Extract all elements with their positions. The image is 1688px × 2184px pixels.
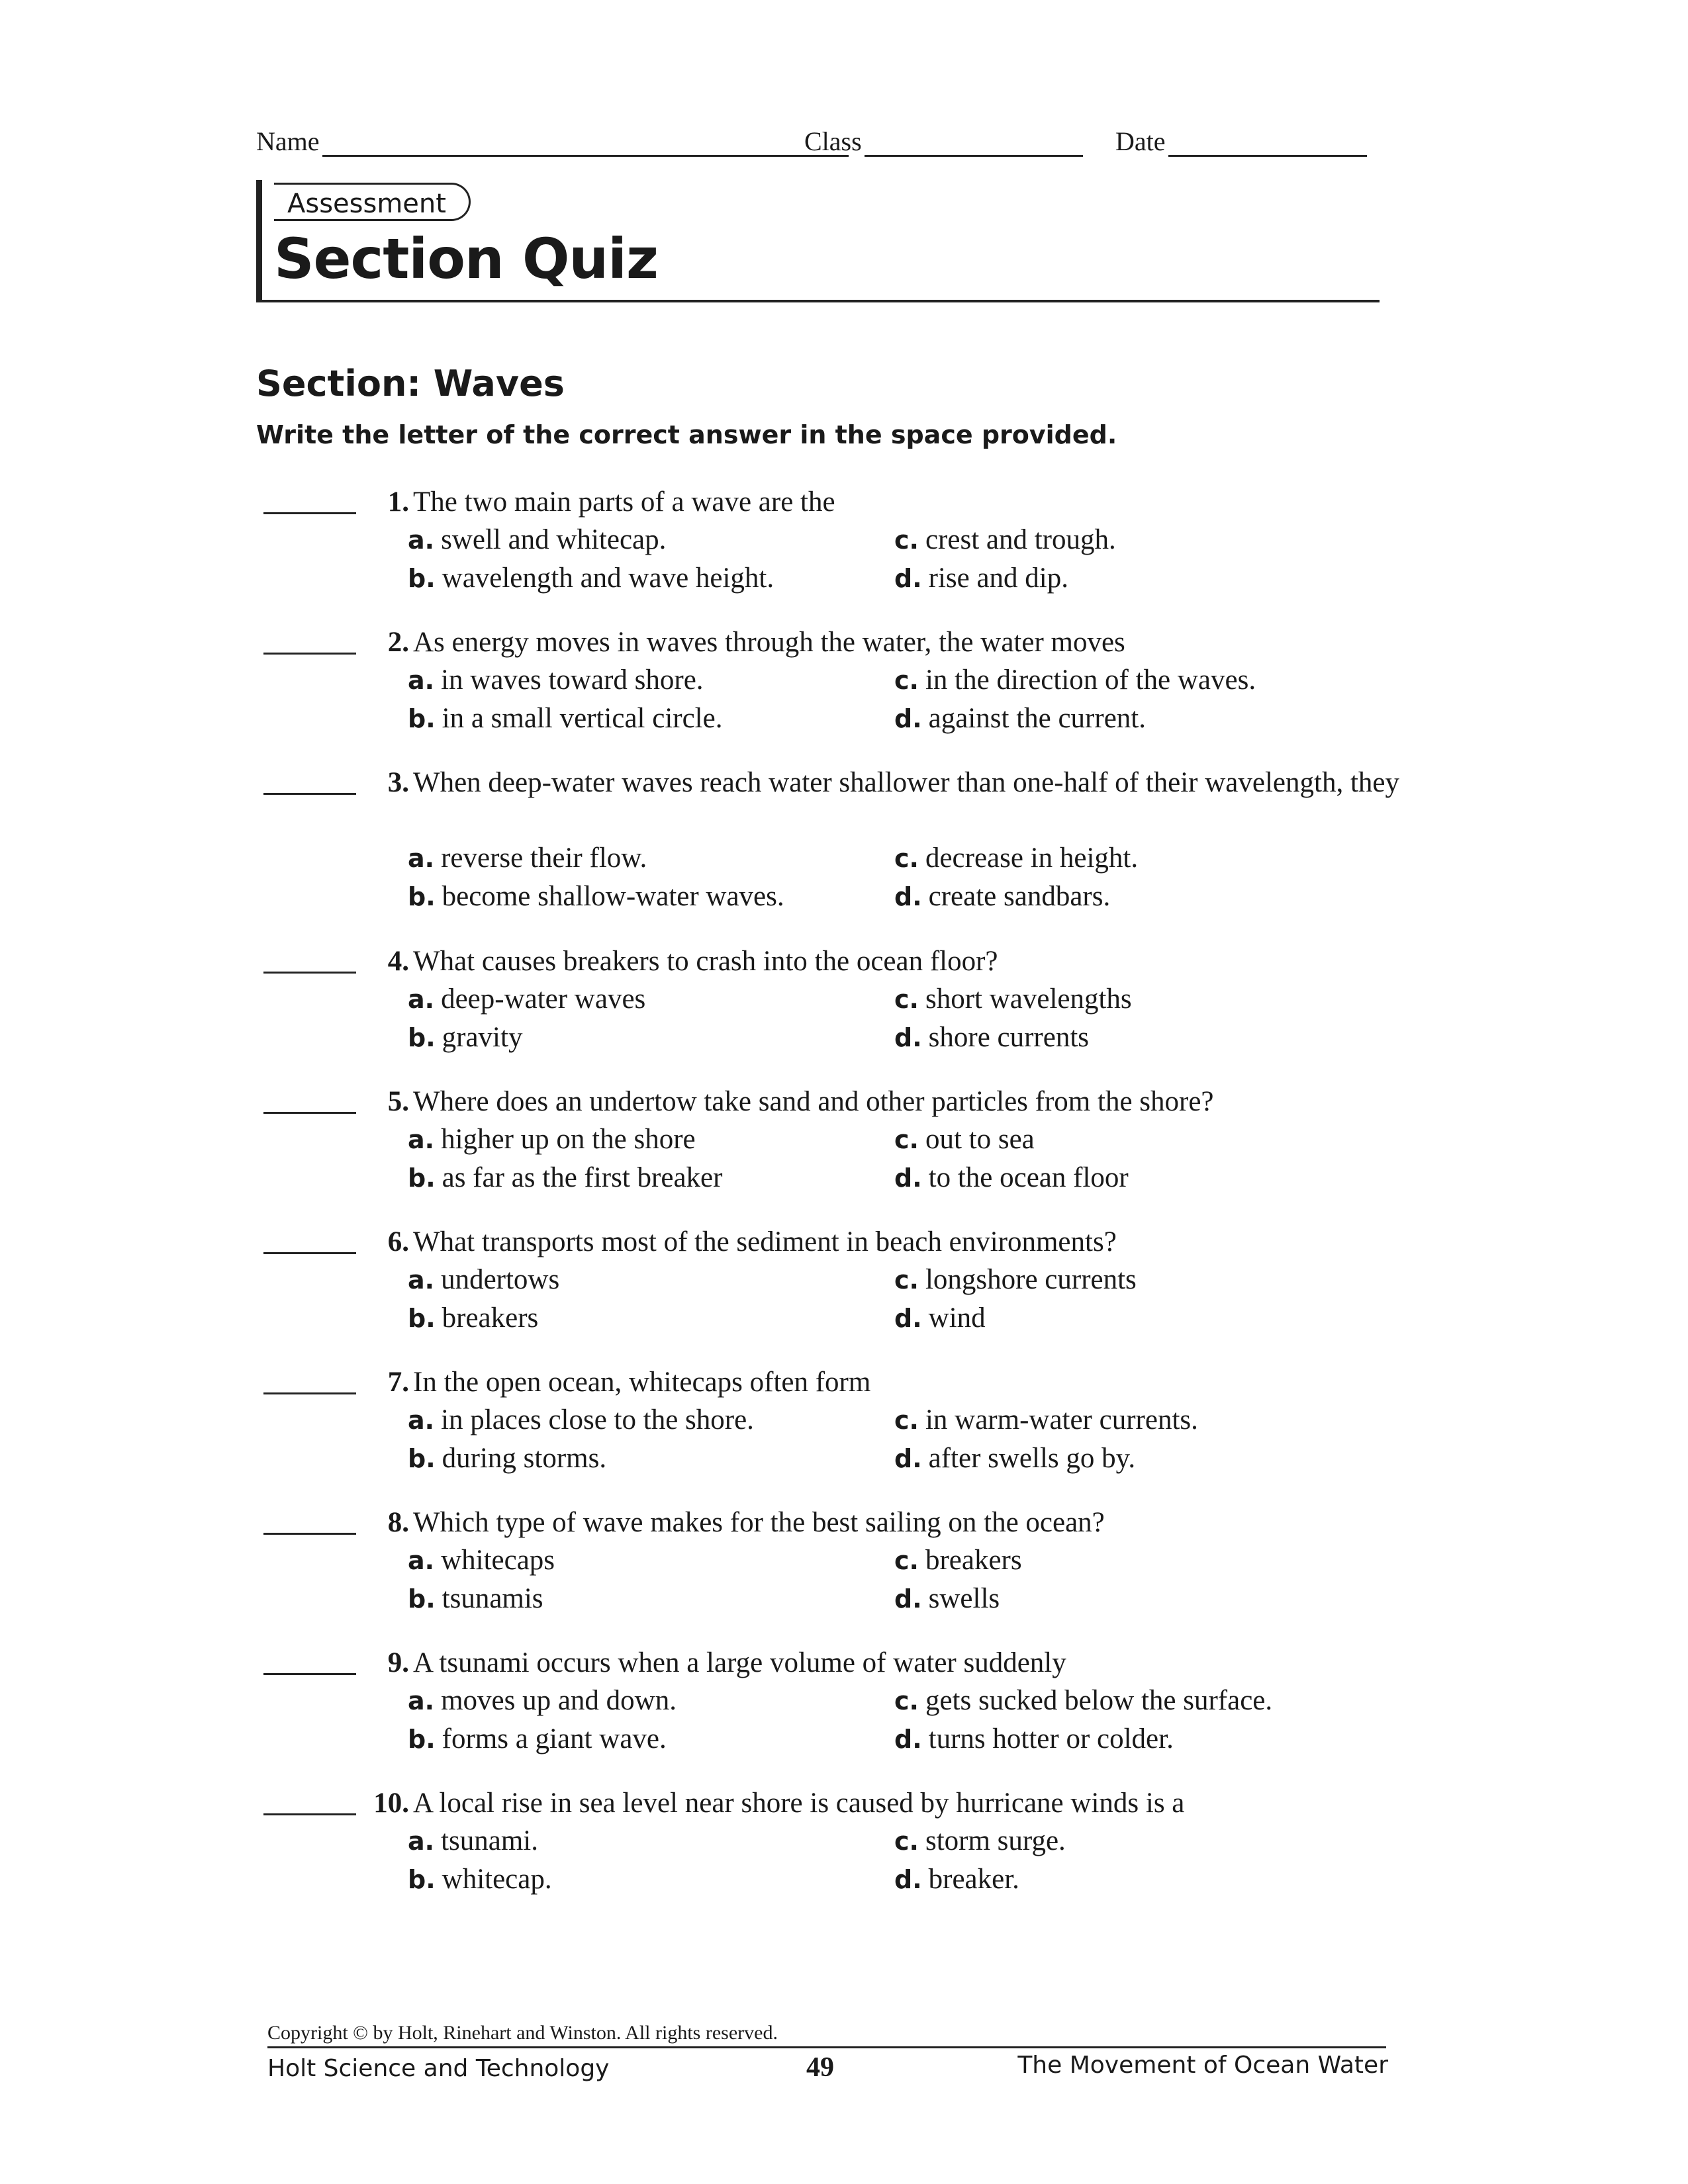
option-text: moves up and down. (441, 1685, 677, 1716)
option-letter: a. (408, 1827, 435, 1856)
option-letter: d. (894, 564, 922, 593)
answer-option (894, 1019, 1384, 1057)
question-stem: As energy moves in waves through the water, the water moves (413, 627, 1125, 658)
option-letter: d. (894, 1444, 922, 1473)
answer-option (408, 839, 894, 878)
option-text: storm surge. (925, 1825, 1066, 1856)
answer-option (408, 1261, 894, 1299)
option-letter: a. (408, 1406, 435, 1435)
option-letter: b. (408, 1163, 436, 1193)
answer-option (408, 1822, 894, 1860)
option-letter: a. (408, 1686, 435, 1715)
option-text: gravity (442, 1022, 523, 1053)
question-number: 6. (387, 1226, 409, 1257)
answer-option (894, 1580, 1384, 1618)
option-text: tsunamis (442, 1583, 543, 1614)
option-letter: c. (894, 1406, 919, 1435)
option-text: deep-water waves (441, 983, 646, 1015)
answer-option (894, 1860, 1384, 1899)
option-text: become shallow-water waves. (442, 881, 784, 912)
option-text: swell and whitecap. (441, 524, 667, 555)
question-number: 9. (387, 1647, 409, 1678)
option-letter: c. (894, 1546, 919, 1575)
option-letter: d. (894, 1023, 922, 1052)
option-letter: b. (408, 1584, 436, 1614)
answer-option (894, 1299, 1384, 1338)
answer-option (894, 980, 1384, 1019)
option-letter: a. (408, 1265, 435, 1295)
option-letter: c. (894, 1827, 919, 1856)
option-text: whitecap. (442, 1864, 552, 1895)
title-block (256, 180, 1380, 302)
option-letter: c. (894, 1686, 919, 1715)
option-text: in warm-water currents. (925, 1404, 1198, 1435)
option-text: in places close to the shore. (441, 1404, 754, 1435)
option-text: breakers (925, 1545, 1022, 1576)
question-item (263, 1083, 1402, 1223)
option-letter: b. (408, 1444, 436, 1473)
option-text: against the current. (928, 703, 1146, 734)
option-letter: c. (894, 1265, 919, 1295)
option-letter: c. (894, 1125, 919, 1154)
class-label: Class (804, 126, 862, 156)
date-label: Date (1115, 126, 1166, 156)
option-letter: a. (408, 666, 435, 695)
answer-option (408, 1401, 894, 1439)
option-text: breaker. (928, 1864, 1019, 1895)
answer-option (894, 661, 1384, 700)
answer-blank[interactable] (263, 1392, 356, 1394)
question-number: 1. (387, 486, 409, 518)
option-letter: a. (408, 985, 435, 1014)
question-stem: Where does an undertow take sand and other particles from the shore? (413, 1086, 1214, 1117)
answer-option (408, 1541, 894, 1580)
name-line[interactable] (322, 155, 849, 157)
date-field[interactable] (1115, 126, 1367, 157)
option-letter: b. (408, 1865, 436, 1894)
answer-options (408, 1822, 1384, 1899)
footer-chapter-title: The Movement of Ocean Water (1017, 2052, 1388, 2079)
assessment-tag: Assessment (274, 183, 471, 221)
answer-options (408, 980, 1384, 1057)
option-text: undertows (441, 1264, 560, 1295)
question-item (263, 1644, 1402, 1784)
question-stem: When deep-water waves reach water shallower than one-half of their wavelength, they (413, 767, 1399, 798)
answer-option (894, 1541, 1384, 1580)
option-text: crest and trough. (925, 524, 1116, 555)
option-letter: d. (894, 1725, 922, 1754)
answer-option (894, 559, 1384, 598)
question-stem: A tsunami occurs when a large volume of water suddenly (413, 1647, 1066, 1678)
option-text: shore currents (928, 1022, 1090, 1053)
question-number: 8. (387, 1507, 409, 1538)
answer-option (408, 1860, 894, 1899)
answer-option (408, 1720, 894, 1758)
option-letter: b. (408, 1304, 436, 1333)
option-text: after swells go by. (928, 1443, 1136, 1474)
option-text: rise and dip. (928, 563, 1069, 594)
answer-option (894, 839, 1384, 878)
date-line[interactable] (1168, 155, 1367, 157)
option-letter: c. (894, 844, 919, 873)
answer-blank[interactable] (263, 1533, 356, 1535)
option-text: breakers (442, 1302, 539, 1334)
question-number: 7. (387, 1367, 409, 1398)
question-stem: A local rise in sea level near shore is caused by hurricane winds is a (413, 1788, 1185, 1819)
name-label: Name (256, 126, 320, 156)
option-letter: b. (408, 1725, 436, 1754)
answer-options (408, 1541, 1384, 1618)
option-letter: c. (894, 985, 919, 1014)
option-text: during storms. (442, 1443, 607, 1474)
answer-option (408, 700, 894, 738)
answer-option (894, 1720, 1384, 1758)
question-stem: What causes breakers to crash into the ocean floor? (413, 946, 998, 977)
option-letter: b. (408, 1023, 436, 1052)
option-text: gets sucked below the surface. (925, 1685, 1273, 1716)
option-text: in the direction of the waves. (925, 664, 1256, 696)
answer-blank[interactable] (263, 512, 356, 514)
question-item (263, 764, 1402, 942)
name-field[interactable] (256, 126, 849, 157)
option-text: reverse their flow. (441, 842, 647, 874)
answer-blank[interactable] (263, 1252, 356, 1254)
question-item (263, 942, 1402, 1083)
answer-blank[interactable] (263, 972, 356, 974)
question-number: 4. (387, 946, 409, 977)
question-stem: In the open ocean, whitecaps often form (413, 1367, 871, 1398)
question-list (263, 483, 1402, 1925)
answer-option (408, 1159, 894, 1197)
question-stem: The two main parts of a wave are the (413, 486, 835, 518)
answer-option (408, 1299, 894, 1338)
answer-option (894, 1401, 1384, 1439)
option-letter: b. (408, 882, 436, 911)
option-letter: d. (894, 704, 922, 733)
option-text: whitecaps (441, 1545, 555, 1576)
answer-blank[interactable] (263, 1112, 356, 1114)
answer-blank[interactable] (263, 1673, 356, 1675)
question-item (263, 1223, 1402, 1363)
question-item (263, 1363, 1402, 1504)
answer-blank[interactable] (263, 793, 356, 795)
answer-option (408, 1120, 894, 1159)
answer-options (408, 1261, 1384, 1338)
answer-options (408, 521, 1384, 598)
option-letter: d. (894, 882, 922, 911)
option-text: wavelength and wave height. (442, 563, 774, 594)
option-text: longshore currents (925, 1264, 1137, 1295)
answer-option (894, 1159, 1384, 1197)
option-text: short wavelengths (925, 983, 1132, 1015)
option-text: in a small vertical circle. (442, 703, 723, 734)
option-letter: a. (408, 1546, 435, 1575)
question-stem: What transports most of the sediment in beach environments? (413, 1226, 1117, 1257)
answer-option (894, 700, 1384, 738)
option-text: tsunami. (441, 1825, 538, 1856)
answer-option (894, 521, 1384, 559)
option-letter: a. (408, 525, 435, 555)
option-text: as far as the first breaker (442, 1162, 723, 1193)
answer-blank[interactable] (263, 653, 356, 655)
page-number: 49 (806, 2052, 834, 2083)
answer-option (894, 1261, 1384, 1299)
footer-divider (267, 2046, 1386, 2048)
answer-option (894, 1822, 1384, 1860)
option-text: higher up on the shore (441, 1124, 696, 1155)
option-letter: d. (894, 1865, 922, 1894)
option-letter: d. (894, 1304, 922, 1333)
option-letter: b. (408, 564, 436, 593)
answer-option (408, 1439, 894, 1478)
question-number: 10. (373, 1788, 409, 1819)
option-text: create sandbars. (928, 881, 1111, 912)
answer-option (408, 1019, 894, 1057)
answer-option (894, 878, 1384, 916)
footer-book-title: Holt Science and Technology (267, 2055, 610, 2082)
answer-options (408, 1120, 1384, 1197)
section-heading: Section: Waves (256, 363, 565, 404)
answer-options (408, 661, 1384, 738)
option-letter: c. (894, 666, 919, 695)
answer-option (408, 521, 894, 559)
page-title: Section Quiz (274, 226, 658, 291)
question-item (263, 623, 1402, 764)
option-letter: a. (408, 844, 435, 873)
answer-option (894, 1682, 1384, 1720)
answer-option (408, 1682, 894, 1720)
answer-option (408, 878, 894, 916)
question-item (263, 483, 1402, 623)
question-item (263, 1784, 1402, 1925)
answer-option (408, 980, 894, 1019)
instructions: Write the letter of the correct answer in the space provided. (256, 420, 1117, 449)
option-text: forms a giant wave. (442, 1723, 667, 1754)
answer-options (408, 1682, 1384, 1758)
question-number: 2. (387, 627, 409, 658)
option-letter: c. (894, 525, 919, 555)
question-number: 5. (387, 1086, 409, 1117)
option-text: in waves toward shore. (441, 664, 704, 696)
option-letter: d. (894, 1163, 922, 1193)
option-letter: a. (408, 1125, 435, 1154)
answer-option (408, 1580, 894, 1618)
option-text: out to sea (925, 1124, 1035, 1155)
option-text: turns hotter or colder. (928, 1723, 1174, 1754)
option-letter: d. (894, 1584, 922, 1614)
answer-option (894, 1120, 1384, 1159)
question-number: 3. (387, 767, 409, 798)
option-text: decrease in height. (925, 842, 1139, 874)
question-item (263, 1504, 1402, 1644)
question-stem: Which type of wave makes for the best sailing on the ocean? (413, 1507, 1105, 1538)
answer-option (408, 661, 894, 700)
option-text: swells (928, 1583, 1000, 1614)
answer-option (408, 559, 894, 598)
class-line[interactable] (865, 155, 1083, 157)
option-letter: b. (408, 704, 436, 733)
class-field[interactable] (804, 126, 1083, 157)
copyright: Copyright © by Holt, Rinehart and Winston. All rights reserved. (267, 2022, 778, 2044)
answer-options (408, 839, 1384, 916)
answer-option (894, 1439, 1384, 1478)
answer-blank[interactable] (263, 1813, 356, 1815)
option-text: wind (928, 1302, 986, 1334)
answer-options (408, 1401, 1384, 1478)
option-text: to the ocean floor (928, 1162, 1129, 1193)
